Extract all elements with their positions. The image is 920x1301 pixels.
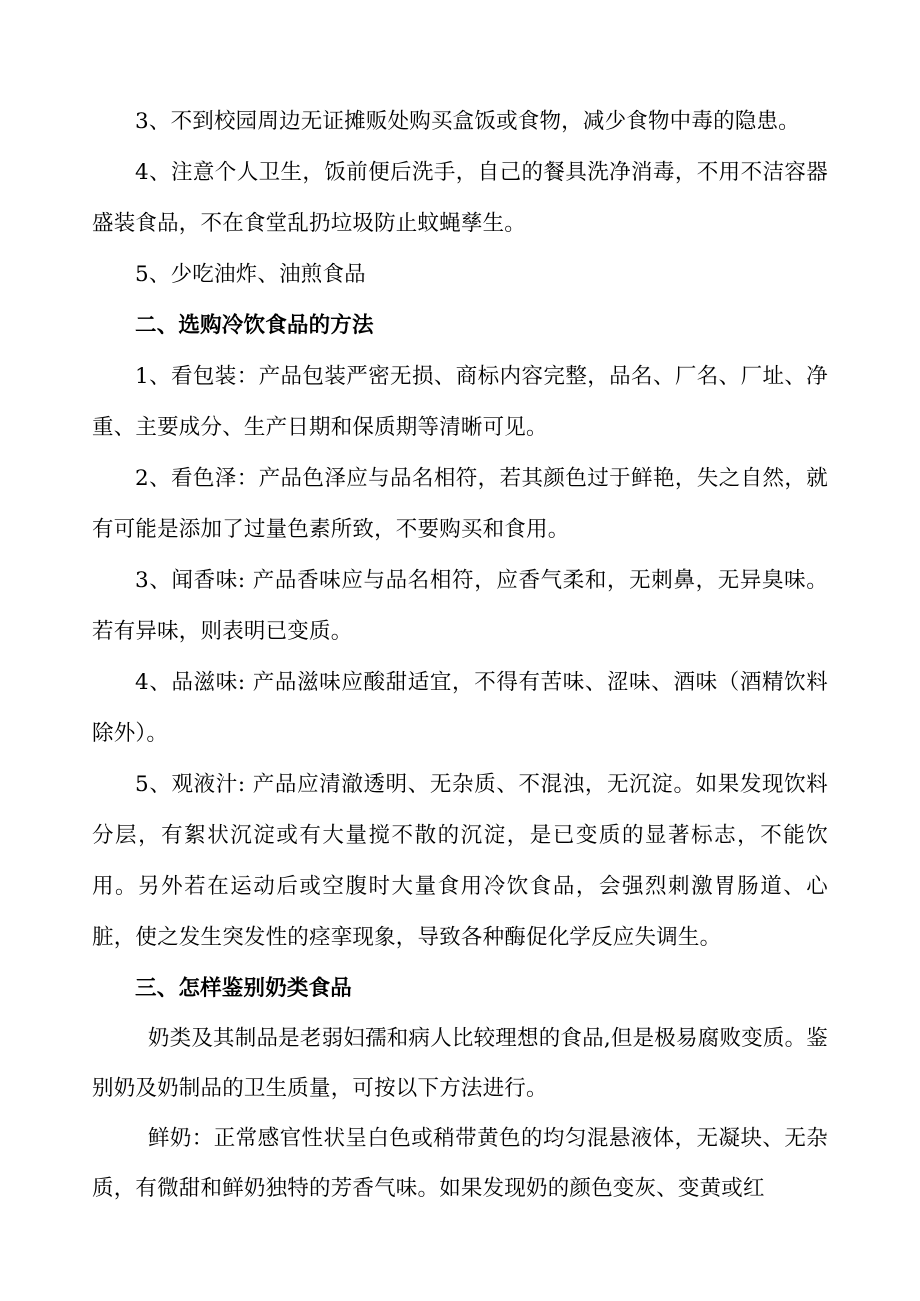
paragraph-item-3-food-safety: 3、不到校园周边无证摊贩处购买盒饭或食物，减少食物中毒的隐患。 [135,109,800,134]
paragraph-item-1-packaging: 1、看包装：产品包装严密无损、商标内容完整，品名、厂名、厂址、净重、主要成分、生产日期和保质期等清晰可见。 [92,364,828,440]
heading-section-two: 二、选购冷饮食品的方法 [135,313,374,338]
paragraph-item-5-fried-food: 5、少吃油炸、油煎食品 [135,262,366,287]
heading-section-three: 三、怎样鉴别奶类食品 [135,976,353,1001]
paragraph-item-4-taste: 4、品滋味: 产品滋味应酸甜适宜，不得有苦味、涩味、酒味（酒精饮料除外）。 [92,670,828,746]
paragraph-item-3-smell: 3、闻香味: 产品香味应与品名相符，应香气柔和，无刺鼻，无异臭味。若有异味，则表明已变质。 [92,568,828,644]
document-body [92,96,828,1214]
paragraph-item-4-personal-hygiene: 4、注意个人卫生，饭前便后洗手，自己的餐具洗净消毒，不用不洁容器盛装食品，不在食堂乱扔垃圾防止蚊蝇孳生。 [92,160,828,236]
paragraph-item-5-liquid: 5、观液汁: 产品应清澈透明、无杂质、不混浊，无沉淀。如果发现饮料分层，有絮状沉淀或有大量搅不散的沉淀，是已变质的显著标志，不能饮用。另外若在运动后或空腹时大量食用冷饮食品，会强烈刺激胃肠道、心脏，使之发生突发性的痉挛现象，导致各种酶促化学反应失调生。 [92,772,828,950]
paragraph-fresh-milk: 鲜奶：正常感官性状呈白色或稍带黄色的均匀混悬液体，无凝块、无杂质，有微甜和鲜奶独特的芳香气味。如果发现奶的颜色变灰、变黄或红 [92,1126,828,1201]
paragraph-milk-intro: 奶类及其制品是老弱妇孺和病人比较理想的食品,但是极易腐败变质。鉴别奶及奶制品的卫生质量，可按以下方法进行。 [92,1026,828,1101]
paragraph-item-2-color: 2、看色泽：产品色泽应与品名相符，若其颜色过于鲜艳，失之自然，就有可能是添加了过量色素所致，不要购买和食用。 [92,466,828,542]
